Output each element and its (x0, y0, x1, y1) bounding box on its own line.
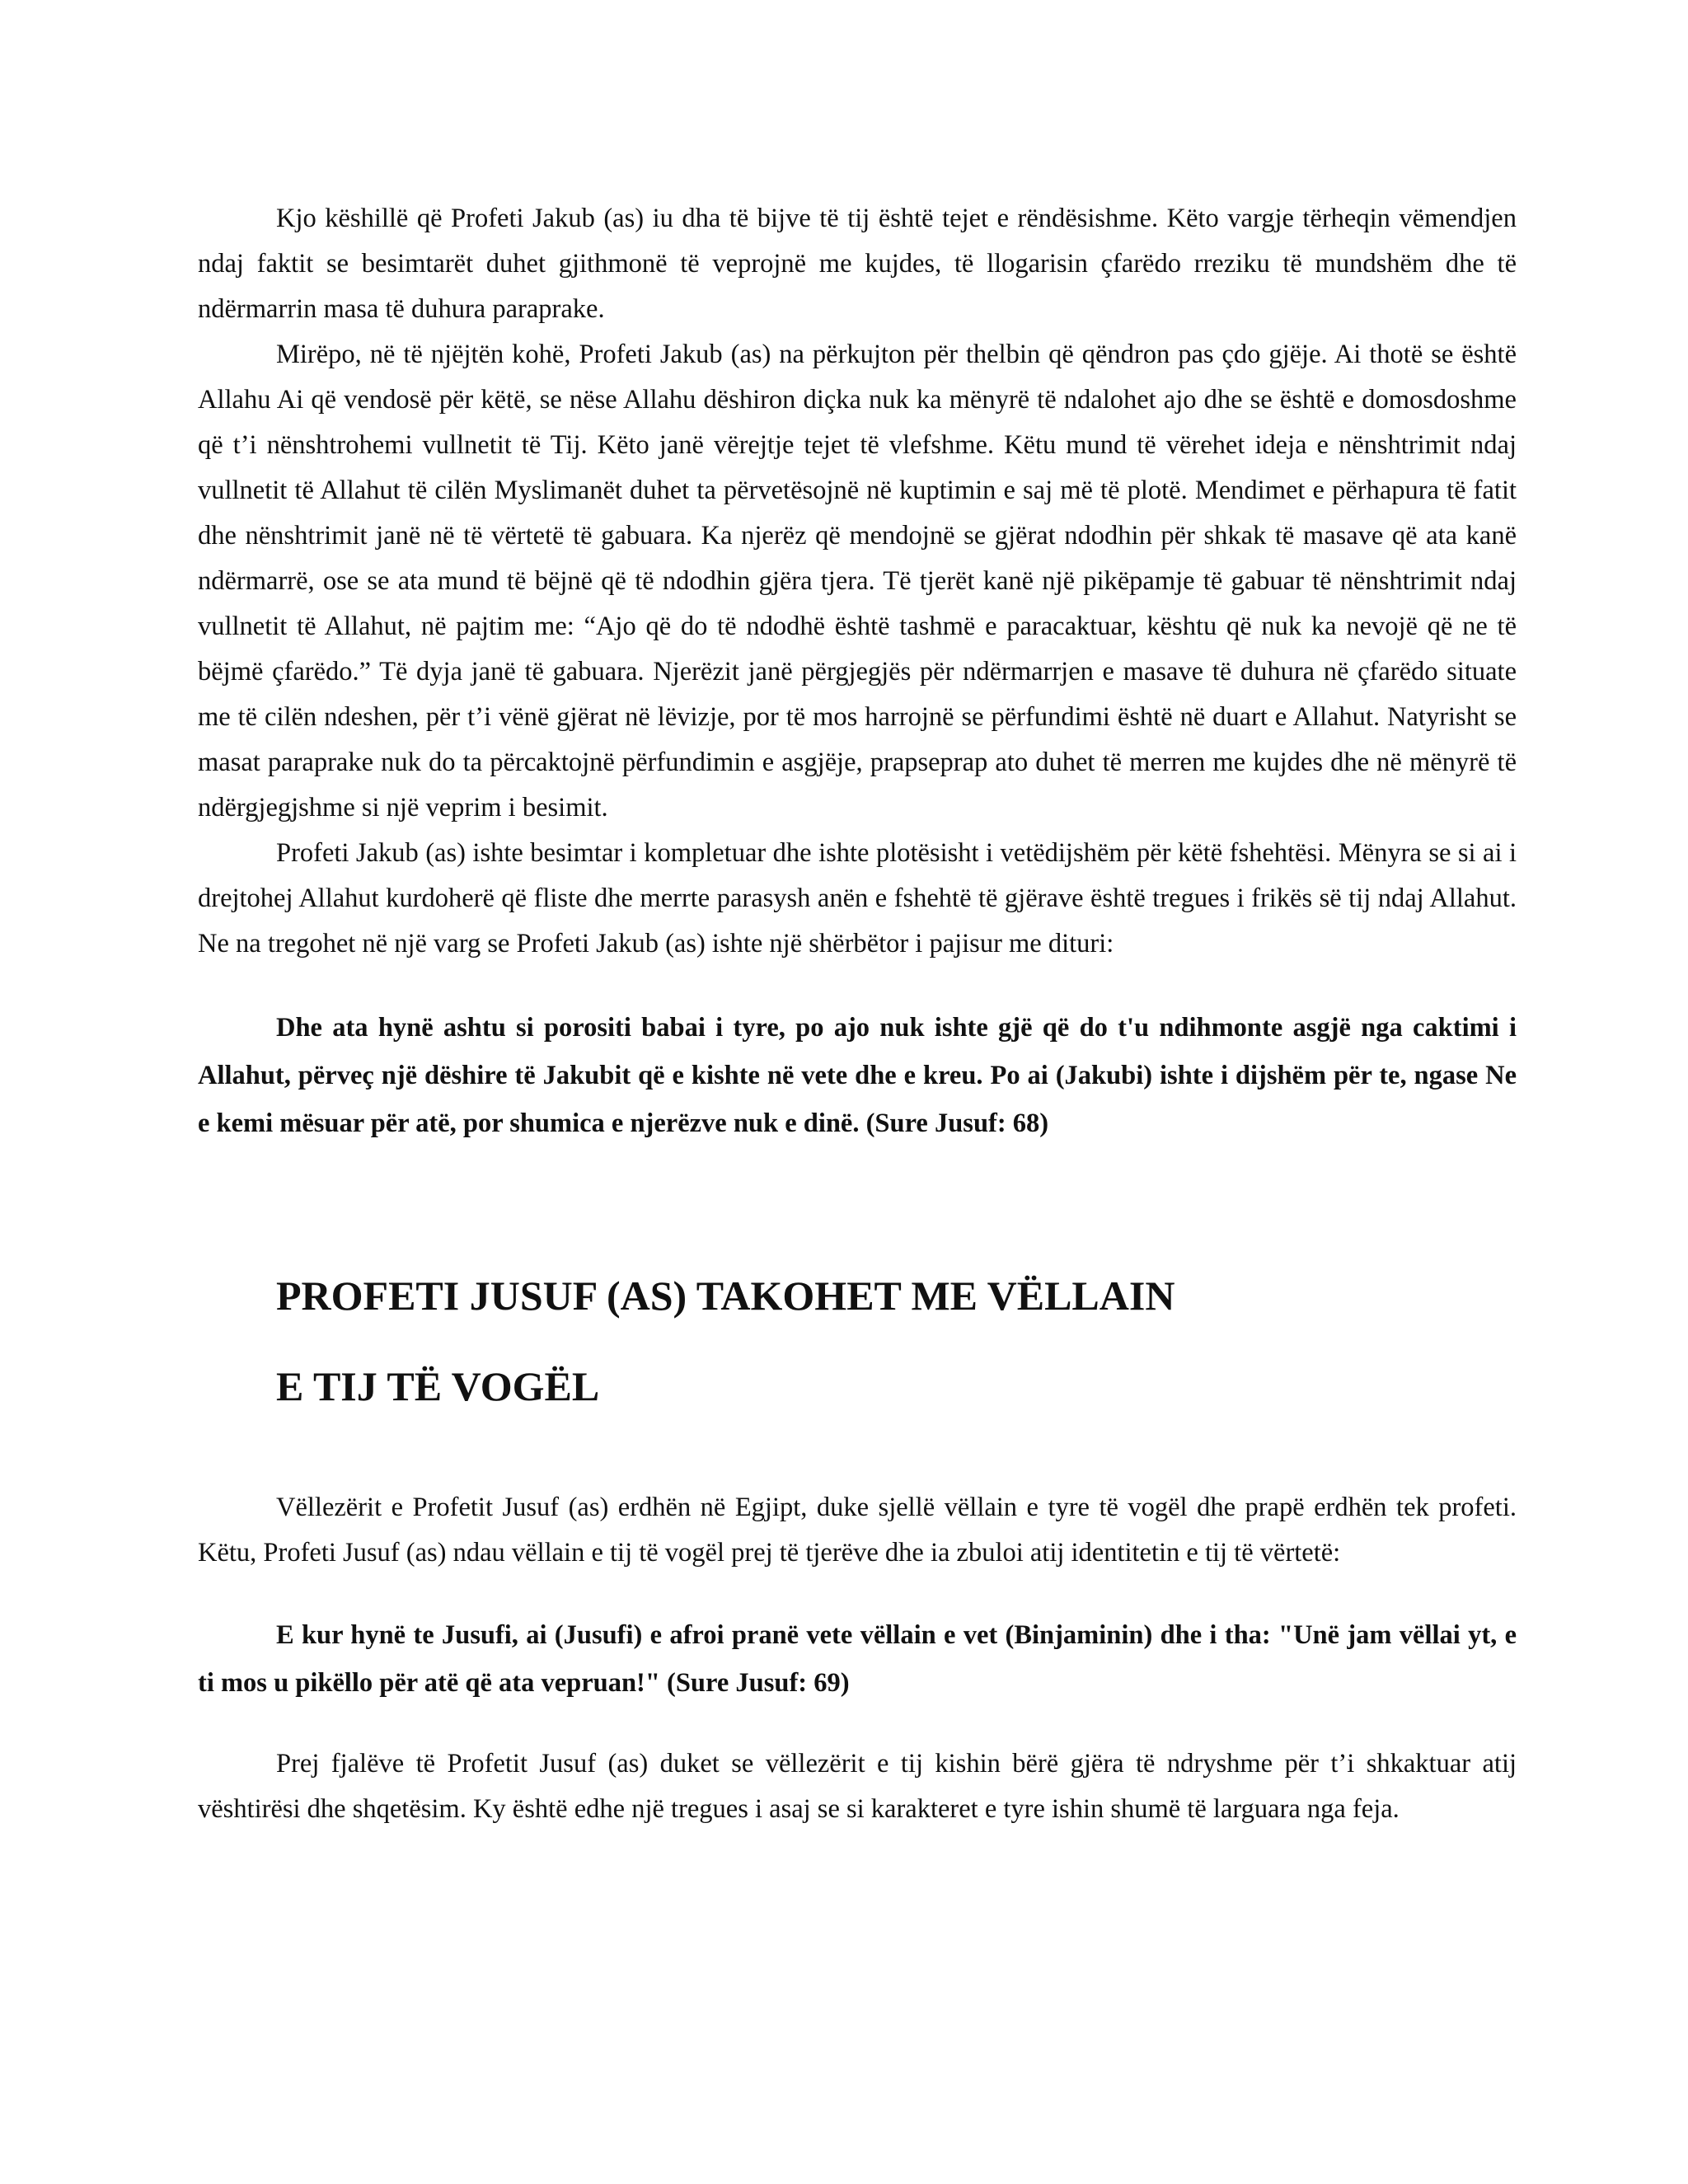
spacer (198, 1147, 1517, 1250)
paragraph-1: Kjo këshillë që Profeti Jakub (as) iu dha të bijve të tij është tejet e rëndësishme. Këto vargje tërheqin vëmendjen ndaj faktit se besimtarët duhet gjithmonë të veprojnë me kujdes, të llogarisin çfarëdo rreziku të mundshëm dhe të ndërmarrin masa të duhura paraprake. (198, 204, 1517, 324)
quran-quote-68: Dhe ata hynë ashtu si porositi babai i tyre, po ajo nuk ishte gjë që do t'u ndihmonte asgjë nga caktimi i Allahut, përveç një dëshire të Jakubit që e kishte në vete dhe e kreu. Po ai (Jakubi) ishte i dijshëm për te, ngase Ne e kemi mësuar për atë, por shumica e njerëzve nuk e dinë. (Sure Jusuf: 68) (198, 1013, 1517, 1138)
paragraph-5: Prej fjalëve të Profetit Jusuf (as) duket se vëllezërit e tij kishin bërë gjëra të ndryshme për t’i shkaktuar atij vështirësi dhe shqetësim. Ky është edhe një tregues i asaj se si karakteret e tyre ishin shumë të larguara nga feja. (198, 1749, 1517, 1824)
spacer (198, 1432, 1517, 1485)
spacer (198, 1576, 1517, 1611)
spacer (198, 1707, 1517, 1741)
section-heading-line-2: E TIJ TË VOGËL (276, 1363, 600, 1409)
spacer (198, 967, 1517, 1004)
document-page (198, 196, 1517, 1832)
paragraph-4: Vëllezërit e Profetit Jusuf (as) erdhën në Egjipt, duke sjellë vëllain e tyre të vogël dhe prapë erdhën tek profeti. Këtu, Profeti Jusuf (as) ndau vëllain e tij të vogël prej të tjerëve dhe ia zbuloi atij identitetin e tij të vërtetë: (198, 1493, 1517, 1568)
quran-quote-69: E kur hynë te Jusufi, ai (Jusufi) e afroi pranë vete vëllain e vet (Binjaminin) dhe i tha: "Unë jam vëllai yt, e ti mos u pikëllo për atë që ata vepruan!" (Sure Jusuf: 69) (198, 1620, 1517, 1698)
paragraph-2: Mirëpo, në të njëjtën kohë, Profeti Jakub (as) na përkujton për thelbin që qëndron pas çdo gjëje. Ai thotë se është Allahu Ai që vendosë për këtë, se nëse Allahu dëshiron diçka nuk ka mënyrë të ndalohet ajo dhe se është e domosdoshme që t’i nënshtrohemi vullnetit të Tij. Këto janë vërejtje tejet të vlefshme. Këtu mund të vërehet ideja e nënshtrimit ndaj vullnetit të Allahut të cilën Myslimanët duhet ta përvetësojnë në kuptimin e saj më të plotë. Mendimet e përhapura të fatit dhe nënshtrimit janë në të vërtetë të gabuara. Ka njerëz që mendojnë se gjërat ndodhin për shkak të masave që ata kanë ndërmarrë, ose se ata mund të bëjnë që të ndodhin gjëra tjera. Të tjerët kanë një pikëpamje të gabuar të nënshtrimit ndaj vullnetit të Allahut, në pajtim me: “Ajo që do të ndodhë është tashmë e paracaktuar, kështu që nuk ka nevojë që ne të bëjmë çfarëdo.” Të dyja janë të gabuara. Njerëzit janë përgjegjës për ndërmarrjen e masave të duhura në çfarëdo situate me të cilën ndeshen, për t’i vënë gjërat në lëvizje, por të mos harrojnë se përfundimi është në duart e Allahut. Natyrisht se masat paraprake nuk do ta përcaktojnë përfundimin e asgjëje, prapseprap ato duhet të merren me kujdes dhe në mënyrë të ndërgjegjshme si një veprim i besimit. (198, 340, 1517, 823)
section-heading-line-1: PROFETI JUSUF (AS) TAKOHET ME VËLLAIN (276, 1272, 1175, 1319)
paragraph-3: Profeti Jakub (as) ishte besimtar i kompletuar dhe ishte plotësisht i vetëdijshëm për këtë fshehtësi. Mënyra se si ai i drejtohej Allahut kurdoherë që fliste dhe merrte parasysh anën e fshehtë të gjërave është tregues i frikës së tij ndaj Allahut. Ne na tregohet në një varg se Profeti Jakub (as) ishte një shërbëtor i pajisur me dituri: (198, 838, 1517, 958)
